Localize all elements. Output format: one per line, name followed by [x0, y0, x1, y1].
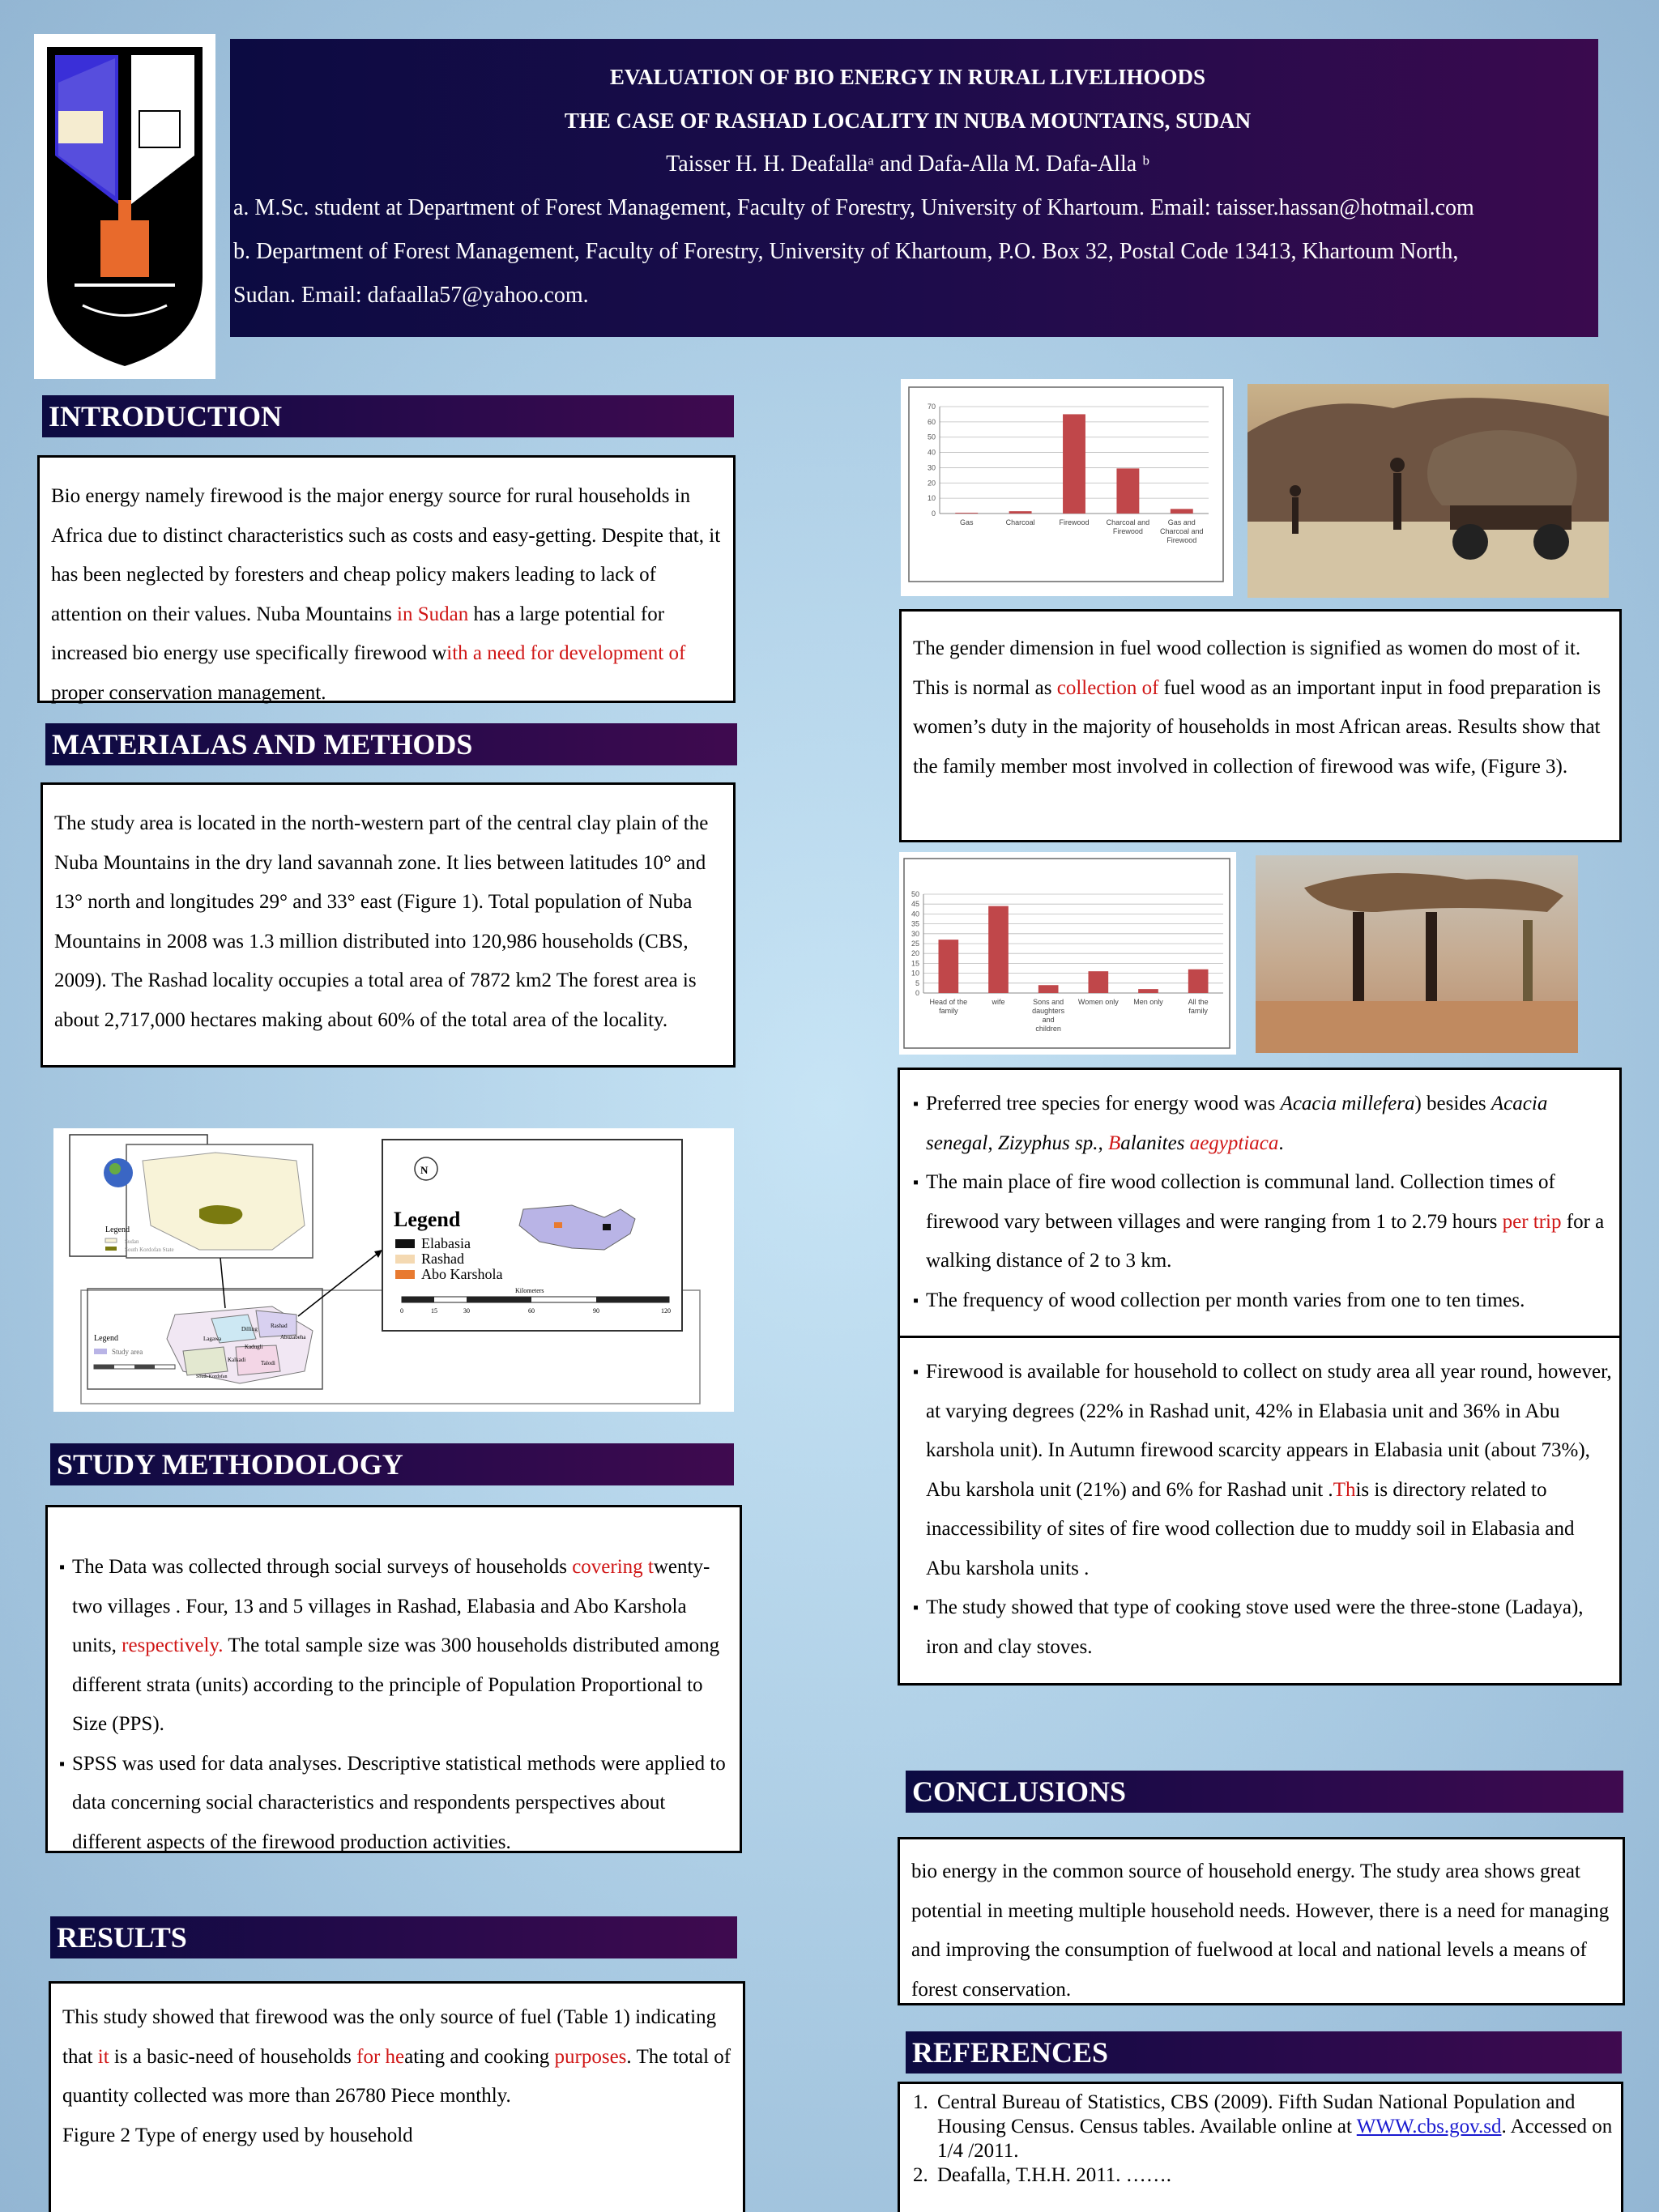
conclusions-heading: CONCLUSIONS — [906, 1771, 1623, 1813]
findings-box-2 — [898, 1336, 1622, 1686]
x-tick-label-2-1: daughters — [1032, 1007, 1065, 1015]
energy-type-chart — [901, 379, 1233, 596]
bar-0 — [955, 513, 978, 514]
intro-highlight-1: in Sudan — [397, 603, 469, 625]
methodology-bullet-1: ▪ The Data was collected through social surveys of households covering twenty-two villages . Four, 13 and 5 villages in Rashad, Elabasia and Abo Karshola units, respectively. The total sample size was 300 households distributed among different strata (units) according to the principle of Population Proportional to Size (PPS). — [59, 1548, 733, 1745]
x-tick-label-4-1: Charcoal and — [1160, 527, 1204, 535]
intro-highlight-2: ith a need for development of — [446, 642, 686, 664]
x-tick-label-3: Women only — [1077, 998, 1119, 1006]
map-locality-abuzabeha: Abuzabeha — [280, 1334, 306, 1340]
x-tick-label-3-0: Charcoal and — [1106, 518, 1150, 526]
poster-subtitle: THE CASE OF RASHAD LOCALITY IN NUBA MOUNTAINS, SUDAN — [564, 109, 1252, 133]
map-legend-2-title: Legend — [94, 1334, 118, 1343]
conclusions-text: bio energy in the common source of household energy. The study area shows great potential in meeting multiple household needs. However, there is a need for managing and improving the consumption of fuelwood at local and national levels a means of forest conservation. — [911, 1860, 1610, 2001]
affiliation-b-line2: Sudan. Email: dafaalla57@yahoo.com. — [233, 283, 589, 308]
affiliation-a: a. M.Sc. student at Department of Forest Management, Faculty of Forestry, University of Khartoum. Email: taisser.hassan@hotmail.com — [233, 195, 1474, 220]
map-legend-1-item-2: South Kordofan State — [125, 1247, 174, 1253]
findings-bullet-availability: ▪ Firewood is available for household to collect on study area all year round, however, at varying degrees (22% in Rashad unit, 42% in Elabasia unit and 36% in Abu karshola unit). In Autumn firewood scarcity appears in Elabasia unit (about 73%), Abu karshola unit (21%) and 6% for Rashad unit .This is directory related to inaccessibility of sites of fire wood collection due to muddy soil in Elabasia and Abu karshola units . — [913, 1353, 1613, 1588]
map-locality-talodi: Talodi — [261, 1360, 275, 1366]
intro-text-2: has a large potential for increased bio energy use specifically firewood w — [51, 603, 665, 664]
scale-tick-60: 60 — [528, 1307, 535, 1315]
materials-box — [41, 782, 736, 1068]
results-heading: RESULTS — [50, 1916, 737, 1958]
map-legend-3-title: Legend — [394, 1208, 461, 1231]
x-tick-label-2: Firewood — [1059, 518, 1090, 526]
findings-bullet-collection-place: ▪ The main place of fire wood collection is communal land. Collection times of firewood vary between villages and were ranging from 1 to 2.79 hours per trip for a walking distance of 2 to 3 km. — [913, 1163, 1613, 1281]
findings-bullet-stoves: ▪ The study showed that type of cooking stove used were the three-stone (Ladaya), iron and clay stoves. — [913, 1588, 1613, 1667]
conclusions-box — [898, 1837, 1625, 2005]
x-tick-label-2-2: and — [1042, 1016, 1055, 1024]
y-tick-label-4: 20 — [911, 949, 919, 958]
y-tick-label-10: 50 — [911, 890, 919, 898]
title-banner — [230, 39, 1598, 337]
bar-0 — [939, 940, 959, 993]
y-tick-label-7: 35 — [911, 919, 919, 928]
y-tick-label-0: 0 — [931, 509, 936, 518]
figure-2-caption: Figure 2 Type of energy used by household — [62, 2124, 413, 2146]
reference-2: 2. Deafalla, T.H.H. 2011. ……. — [913, 2164, 1172, 2186]
intro-text: Bio energy namely firewood is the major energy source for rural households in Africa due to distinct characteristics such as costs and easy-getting. Despite that, it has been neglected by foresters and cheap policy makers leading to lack of attention on their values. Nuba Mountains — [51, 485, 721, 625]
references-heading: REFERENCES — [906, 2031, 1622, 2073]
university-logo — [34, 34, 215, 379]
materials-heading: MATERIALAS AND METHODS — [45, 723, 737, 765]
introduction-box — [37, 455, 736, 703]
y-tick-label-6: 30 — [911, 929, 919, 938]
references-box — [898, 2082, 1623, 2212]
y-tick-label-3: 30 — [927, 463, 936, 472]
bar-3 — [1116, 468, 1139, 514]
bar-4 — [1171, 509, 1193, 514]
scale-tick-15: 15 — [431, 1307, 437, 1315]
scale-tick-120: 120 — [661, 1307, 671, 1315]
results-box: This study showed that firewood was the only source of fuel (Table 1) indicating that it is a basic-need of households for heating and cooking purposes. The total of quantity collected was more than 26780 Piece monthly. Figure 2 Type of energy used by household — [49, 1981, 745, 2212]
introduction-heading: INTRODUCTION — [42, 395, 734, 437]
x-tick-label-2-3: children — [1035, 1025, 1061, 1033]
y-tick-label-1: 5 — [915, 978, 919, 987]
x-tick-label-1: wife — [992, 998, 1005, 1006]
x-tick-label-3-1: Firewood — [1112, 527, 1143, 535]
gender-dimension-box: The gender dimension in fuel wood collection is signified as women do most of it. This is normal as collection of fuel wood as an important input in food preparation is women’s duty in the majority of households in most African areas. Results show that the family member most involved in collection of firewood was wife, (Figure 3). — [899, 609, 1622, 842]
y-tick-label-2: 10 — [911, 969, 919, 978]
scale-tick-0: 0 — [400, 1307, 403, 1315]
scale-tick-90: 90 — [593, 1307, 599, 1315]
x-tick-label-5-1: family — [1188, 1007, 1208, 1015]
x-tick-label-0: Gas — [959, 518, 974, 526]
map-legend-2-item: Study area — [112, 1348, 143, 1356]
map-legend-abo-karshola: Abo Karshola — [421, 1266, 503, 1282]
y-tick-label-4: 40 — [927, 448, 936, 457]
map-locality-dilling: Dilling — [241, 1326, 258, 1332]
y-tick-label-3: 15 — [911, 959, 919, 968]
methodology-bullet-2: ▪ SPSS was used for data analyses. Descriptive statistical methods were applied to data concerning social characteristics and respondents perspectives about different aspects of the firewood production activities. — [59, 1745, 733, 1863]
study-methodology-heading: STUDY METHODOLOGY — [50, 1443, 734, 1485]
energy-type-figure — [901, 379, 1233, 596]
x-tick-label-4-0: Gas and — [1167, 518, 1196, 526]
findings-bullet-tree-species: ▪ Preferred tree species for energy wood was Acacia millefera) besides Acacia senegal, Zizyphus sp., Balanites aegyptiaca. — [913, 1085, 1613, 1163]
materials-text: The study area is located in the north-western part of the central clay plain of the Nuba Mountains in the dry land savannah zone. It lies between latitudes 10° and 13° north and longitudes 29° and 33° east (Figure 1). Total population of Nuba Mountains in 2008 was 1.3 million distributed into 120,986 households (CBS, 2009). The Rashad locality occupies a total area of 7872 km2 The forest area is about 2,717,000 hectares making about 60% of the total area of the locality. — [54, 812, 709, 1031]
family-member-figure — [899, 852, 1236, 1055]
map-legend-elabasia: Elabasia — [421, 1235, 471, 1251]
y-tick-label-7: 70 — [927, 403, 936, 411]
x-tick-label-0-0: Head of the — [929, 998, 968, 1006]
x-tick-label-5-0: All the — [1188, 998, 1209, 1006]
firewood-cart-photo — [1247, 384, 1609, 598]
x-tick-label-2-0: Sons and — [1033, 998, 1064, 1006]
x-tick-label-4: Men only — [1133, 998, 1163, 1006]
family-member-chart — [899, 852, 1236, 1055]
bar-5 — [1188, 970, 1209, 993]
findings-box-1 — [898, 1068, 1622, 1338]
bar-1 — [1009, 511, 1032, 514]
map-locality-rashad: Rashad — [271, 1323, 288, 1329]
map-locality-kadugli: Kadugli — [245, 1344, 263, 1350]
map-locality-kalkadi: Kalkadi — [228, 1357, 246, 1363]
cbs-link[interactable]: WWW.cbs.gov.sd — [1356, 2116, 1502, 2137]
map-locality-south-kordofan: South Kordofan — [196, 1375, 228, 1379]
north-arrow: N — [420, 1164, 429, 1176]
y-tick-label-0: 0 — [915, 989, 919, 997]
y-tick-label-9: 45 — [911, 900, 919, 909]
poster-title: EVALUATION OF BIO ENERGY IN RURAL LIVELIHOODS — [609, 65, 1206, 89]
reference-1: 1. Central Bureau of Statistics, CBS (2009). Fifth Sudan National Population and Housing Census. Census tables. Available online at WWW.cbs.gov.sd. Accessed on 1/4 /2011. — [913, 2091, 1613, 2162]
intro-text-3: proper conservation management. — [51, 681, 326, 704]
y-tick-label-6: 60 — [927, 417, 936, 426]
bar-2 — [1063, 414, 1085, 514]
y-tick-label-5: 25 — [911, 940, 919, 948]
bar-2 — [1038, 985, 1059, 993]
y-tick-label-2: 20 — [927, 479, 936, 488]
x-tick-label-1: Charcoal — [1005, 518, 1035, 526]
bar-1 — [988, 906, 1009, 993]
map-legend-1-item-1: Sudan — [125, 1238, 139, 1245]
y-tick-label-1: 10 — [927, 494, 936, 503]
study-methodology-box — [45, 1505, 742, 1853]
study-area-map — [53, 1128, 734, 1412]
y-tick-label-8: 40 — [911, 910, 919, 918]
bar-4 — [1138, 989, 1158, 993]
women-carrying-wood-photo — [1256, 855, 1578, 1053]
scale-label: Kilometers — [515, 1287, 544, 1294]
affiliation-b-line1: b. Department of Forest Management, Faculty of Forestry, University of Khartoum, P.O. Box 32, Postal Code 13413, Khartoum North, — [233, 239, 1459, 264]
bar-3 — [1089, 971, 1109, 993]
map-locality-lagawa: Lagawa — [203, 1336, 222, 1342]
x-tick-label-0-1: family — [939, 1007, 958, 1015]
findings-bullet-frequency: ▪ The frequency of wood collection per month varies from one to ten times. — [913, 1281, 1613, 1321]
x-tick-label-4-2: Firewood — [1166, 536, 1197, 544]
map-legend-rashad: Rashad — [421, 1251, 464, 1267]
map-legend-1-title: Legend — [105, 1225, 130, 1234]
scale-tick-30: 30 — [463, 1307, 470, 1315]
authors: Taisser H. H. Deafallaᵃ and Dafa-Alla M. Dafa-Alla ᵇ — [666, 151, 1149, 177]
y-tick-label-5: 50 — [927, 433, 936, 441]
